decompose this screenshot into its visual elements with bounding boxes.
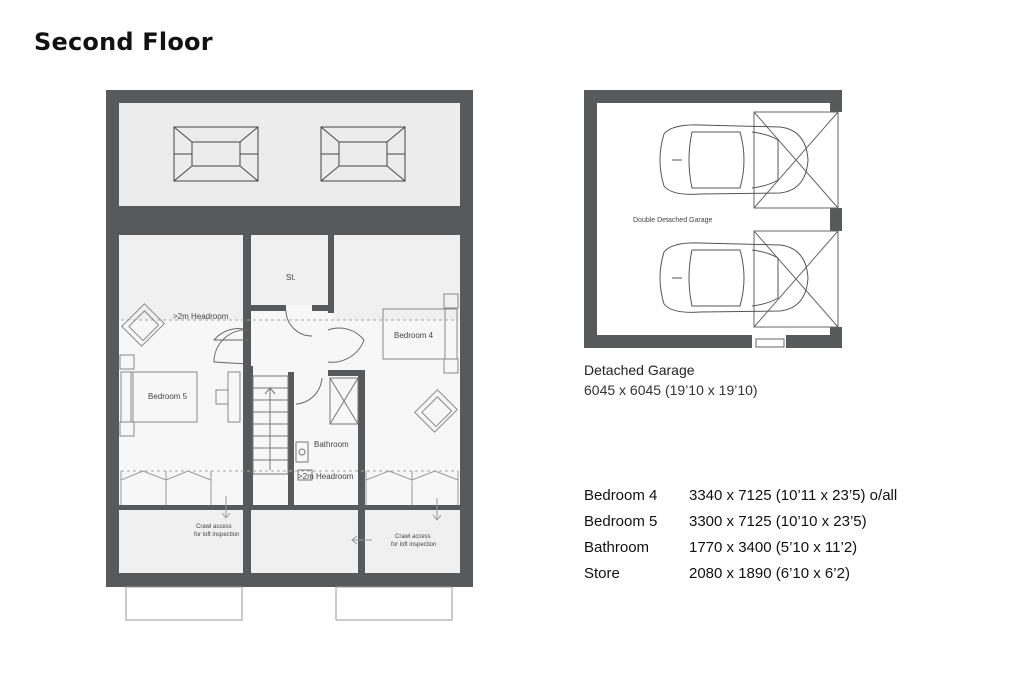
bedroom5-label: Bedroom 5: [148, 392, 188, 401]
dimension-room: Bedroom 4: [584, 487, 658, 504]
dimension-row: [584, 512, 897, 538]
dimension-room: Bathroom: [584, 539, 650, 556]
crawl-left-line1: Crawl access: [196, 524, 232, 530]
headroom-label-bottom: >2m Headroom: [298, 472, 354, 481]
garage-plan-label: Double Detached Garage: [633, 217, 713, 224]
store-label: St.: [286, 273, 296, 282]
garage-plan: [584, 90, 844, 349]
dimension-size: 1770 x 3400 (5’10 x 11’2): [689, 539, 858, 556]
dimension-size: 2080 x 1890 (6’10 x 6’2): [689, 565, 850, 582]
dimension-size: 3300 x 7125 (10’10 x 23’5): [689, 513, 867, 530]
dimension-size: 3340 x 7125 (10’11 x 23’5) o/all: [689, 487, 898, 504]
garage-dimensions: 6045 x 6045 (19’10 x 19’10): [584, 382, 758, 398]
bathroom-label: Bathroom: [314, 440, 349, 449]
page-title: Second Floor: [34, 28, 213, 56]
crawl-right-line1: Crawl access: [395, 534, 431, 540]
dimension-row: [584, 538, 897, 564]
second-floor-plan: [106, 90, 473, 620]
dimension-room: Bedroom 5: [584, 513, 658, 530]
headroom-label-left: >2m Headroom: [173, 312, 229, 321]
garage-title: Detached Garage: [584, 362, 695, 378]
bedroom4-label: Bedroom 4: [394, 331, 434, 340]
store-room: [251, 235, 328, 305]
dimension-room: Store: [584, 565, 620, 582]
dimension-row: [584, 564, 897, 590]
dimension-row: [584, 486, 897, 512]
crawl-right-line2: for loft inspection: [391, 542, 437, 548]
roof-area: [119, 103, 460, 206]
room-dimensions-table: [584, 486, 897, 590]
crawl-left-line2: for loft inspection: [194, 532, 240, 538]
